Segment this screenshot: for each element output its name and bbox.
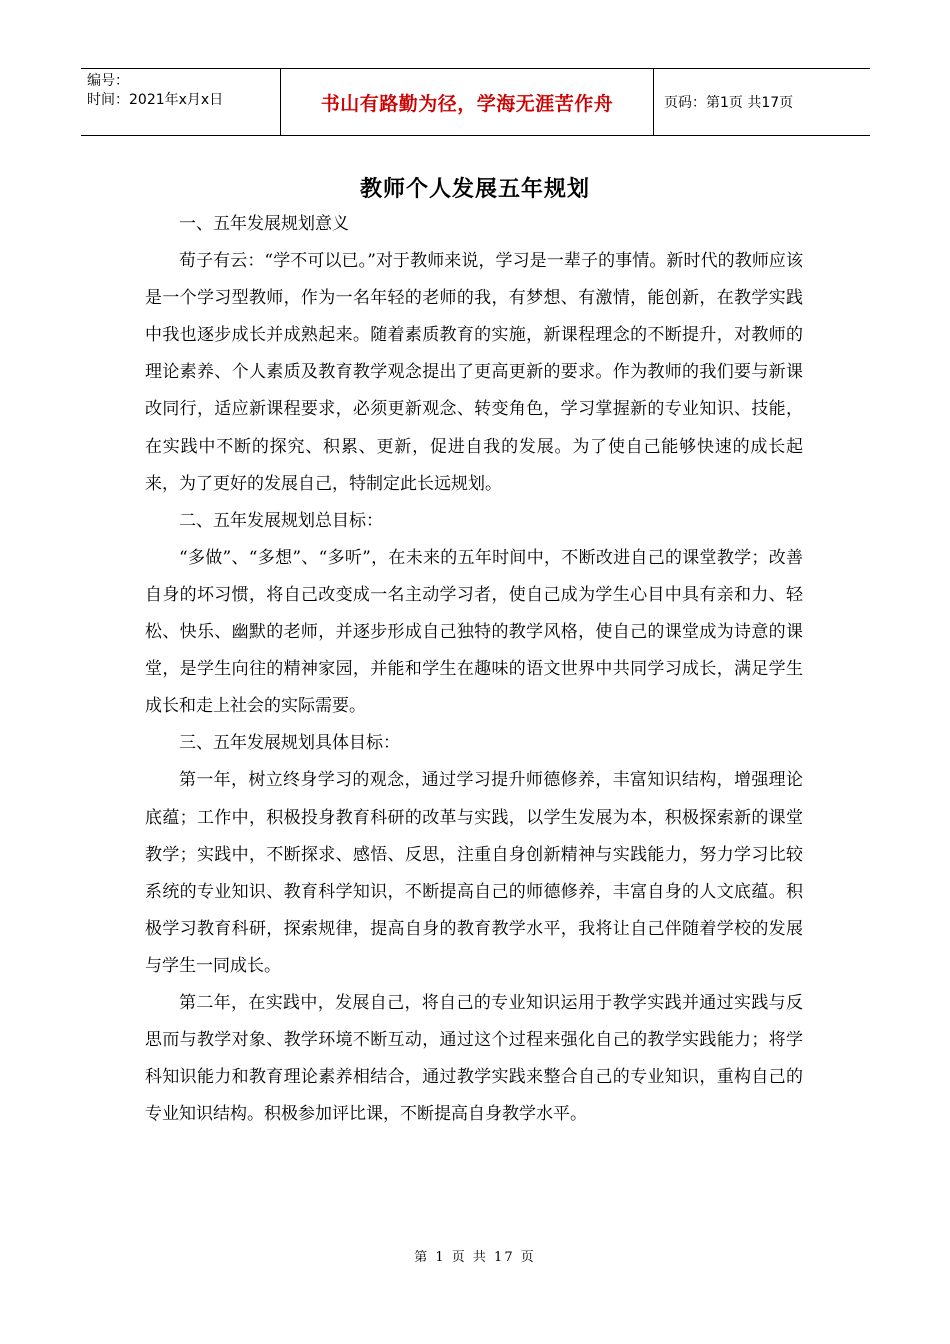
document-title: 教师个人发展五年规划: [359, 177, 590, 202]
page-footer: 第 1 页 共 17 页: [414, 1250, 536, 1265]
header-motto-cell: [280, 69, 654, 135]
section-heading-2: 二、五年发展规划总目标：: [179, 510, 383, 531]
document-date: 时间：2021年x月x日: [87, 92, 224, 108]
header-page-cell: [654, 69, 870, 135]
document-number-label: 编号：: [87, 73, 129, 89]
section-heading-3: 三、五年发展规划具体目标：: [179, 733, 400, 754]
motto-text: 书山有路勤为径，学海无涯苦作舟: [320, 92, 614, 115]
paragraph-year-one: 第一年，树立终身学习的观念，通过学习提升师德修养，丰富知识结构，增强理论底蕴；工作中，积极投身教育科研的改革与实践，以学生发展为本，积极探索新的课堂教学；实践中，不断探求、感悟、反思，注重自身创新精神与实践能力，努力学习比较系统的专业知识、教育科学知识，不断提高自己的师德修养，丰富自身的人文底蕴。积极学习教育科研，探索规律，提高自身的教育教学水平，我将让自己伴随着学校的发展与学生一同成长。: [145, 770, 803, 976]
section-heading-1: 一、五年发展规划意义: [179, 214, 349, 234]
header-page-info: 页码：第1页 共17页: [664, 95, 794, 111]
paragraph-significance: 荀子有云：“学不可以已。”对于教师来说，学习是一辈子的事情。新时代的教师应该是一个学习型教师，作为一名年轻的老师的我，有梦想、有激情，能创新，在教学实践中我也逐步成长并成熟起来。随着素质教育的实施，新课程理念的不断提升，对教师的理论素养、个人素质及教育教学观念提出了更高更新的要求。作为教师的我们要与新课改同行，适应新课程要求，必须更新观念、转变角色，学习掌握新的专业知识、技能，在实践中不断的探究、积累、更新，促进自我的发展。为了使自己能够快速的成长起来，为了更好的发展自己，特制定此长远规划。: [145, 251, 803, 494]
document-body: [145, 206, 803, 1133]
header-meta-cell: [81, 69, 280, 135]
header-table: [81, 68, 870, 136]
paragraph-overall-goal: “多做”、“多想”、“多听”，在未来的五年时间中，不断改进自己的课堂教学；改善自身的坏习惯，将自己改变成一名主动学习者，使自己成为学生心目中具有亲和力、轻松、快乐、幽默的老师，并逐步形成自己独特的教学风格，使自己的课堂成为诗意的课堂，是学生向往的精神家园，并能和学生在趣味的语文世界中共同学习成长，满足学生成长和走上社会的实际需要。: [145, 547, 803, 717]
paragraph-year-two: 第二年，在实践中，发展自己，将自己的专业知识运用于教学实践并通过实践与反思而与教学对象、教学环境不断互动，通过这个过程来强化自己的教学实践能力；将学科知识能力和教育理论素养相结合，通过教学实践来整合自己的专业知识，重构自己的专业知识结构。积极参加评比课，不断提高自身教学水平。: [145, 992, 803, 1125]
